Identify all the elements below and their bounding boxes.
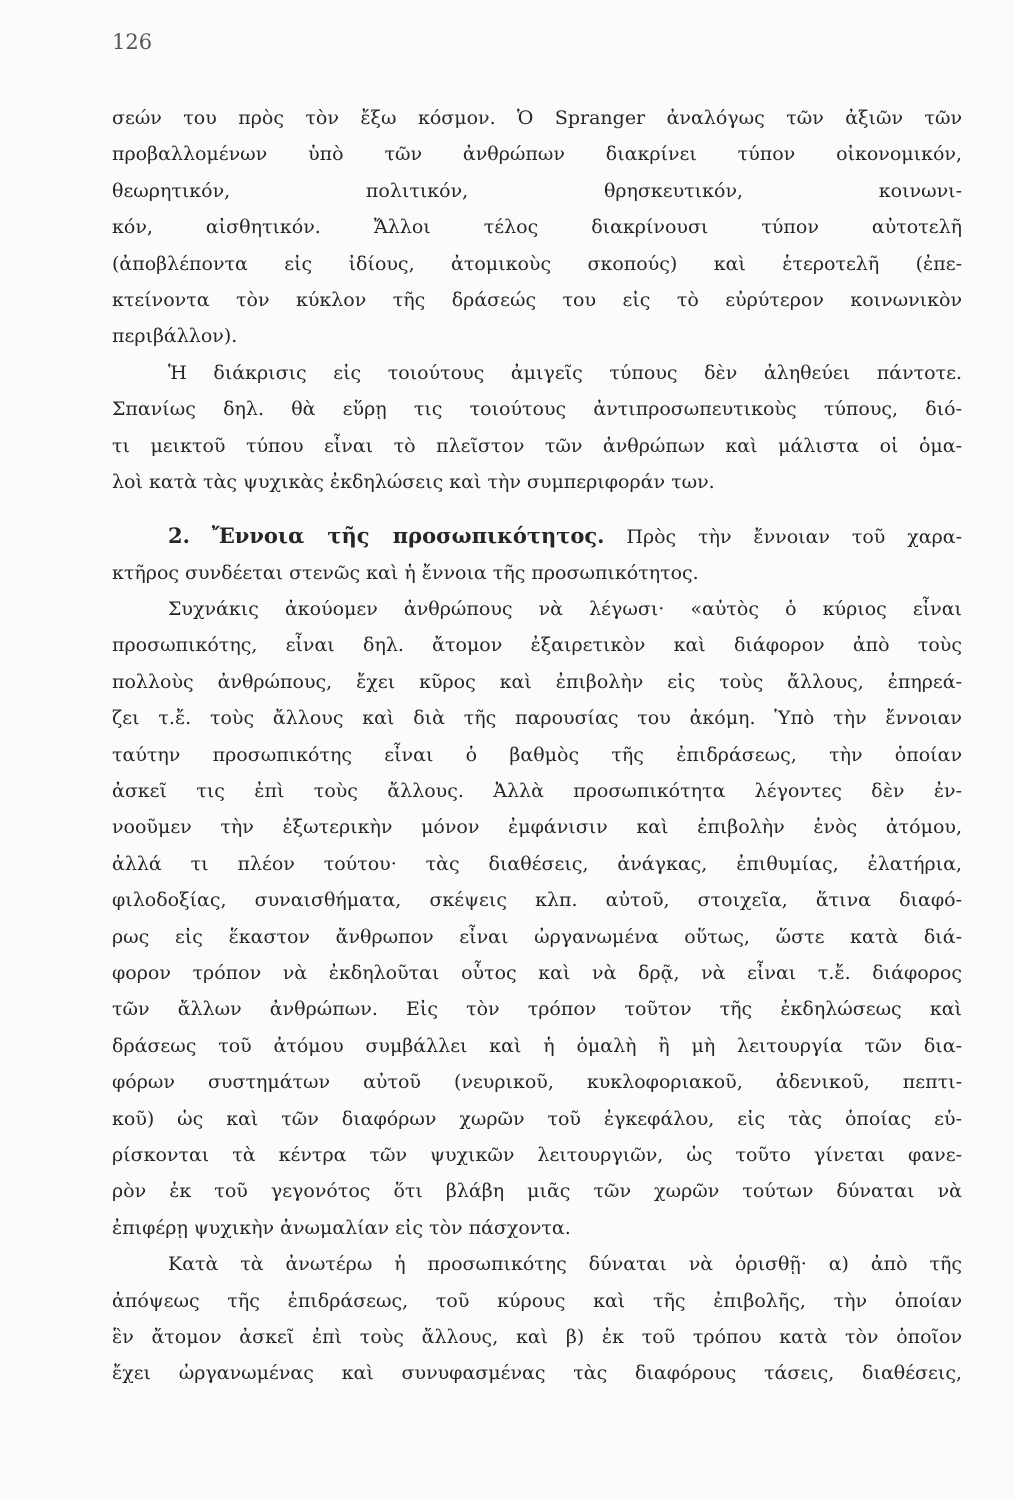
- text-line: φόρων συστημάτων αὐτοῦ (νευρικοῦ, κυκλοφοριακοῦ, ἀδενικοῦ, πεπτι-: [112, 1071, 962, 1094]
- text-line: ἀπόψεως τῆς ἐπιδράσεως, τοῦ κύρους καὶ τῆς ἐπιβολῆς, τὴν ὁποίαν: [112, 1289, 962, 1312]
- text-line: φορον τρόπον νὰ ἐκδηλοῦται οὗτος καὶ νὰ δρᾷ, νὰ εἶναι τ.ἔ. διάφορος: [112, 961, 962, 984]
- text-line: Σπανίως δηλ. θὰ εὕρῃ τις τοιούτους ἀντιπροσωπευτικοὺς τύπους, διό-: [112, 398, 962, 421]
- text-line: τῶν ἄλλων ἀνθρώπων. Εἰς τὸν τρόπον τοῦτον τῆς ἐκδηλώσεως καὶ: [112, 998, 962, 1021]
- text-line: Συχνάκις ἀκούομεν ἀνθρώπους νὰ λέγωσι· «αὐτὸς ὁ κύριος εἶναι: [168, 598, 962, 621]
- section-heading-rest: Πρὸς τὴν ἔννοιαν τοῦ χαρα-: [626, 526, 962, 549]
- text-line: πολλοὺς ἀνθρώπους, ἔχει κῦρος καὶ ἐπιβολὴν εἰς τοὺς ἄλλους, ἐπηρεά-: [112, 670, 962, 693]
- text-line: (ἀποβλέποντα εἰς ἰδίους, ἀτομικοὺς σκοπούς) καὶ ἑτεροτελῆ (ἐπε-: [112, 252, 962, 275]
- text-line: κτείνοντα τὸν κύκλον τῆς δράσεώς του εἰς τὸ εὐρύτερον κοινωνικὸν: [112, 288, 962, 311]
- text-line: δράσεως τοῦ ἀτόμου συμβάλλει καὶ ἡ ὁμαλὴ ἢ μὴ λειτουργία τῶν δια-: [112, 1034, 962, 1057]
- text-line: περιβάλλον).: [112, 325, 238, 348]
- section-heading-line: [112, 518, 962, 554]
- text-line: ρὸν ἐκ τοῦ γεγονότος ὅτι βλάβη μιᾶς τῶν χωρῶν τούτων δύναται νὰ: [112, 1180, 962, 1203]
- text-line: κτῆρος συνδέεται στενῶς καὶ ἡ ἔννοια τῆς προσωπικότητος.: [112, 561, 699, 584]
- text-line: ἓν ἄτομον ἀσκεῖ ἐπὶ τοὺς ἄλλους, καὶ β) ἐκ τοῦ τρόπου κατὰ τὸν ὁποῖον: [112, 1325, 962, 1348]
- text-line: ρίσκονται τὰ κέντρα τῶν ψυχικῶν λειτουργιῶν, ὡς τοῦτο γίνεται φανε-: [112, 1143, 962, 1166]
- text-line: ζει τ.ἔ. τοὺς ἄλλους καὶ διὰ τῆς παρουσίας του ἀκόμη. Ὑπὸ τὴν ἔννοιαν: [112, 707, 962, 730]
- text-line: νοοῦμεν τὴν ἐξωτερικὴν μόνον ἐμφάνισιν καὶ ἐπιβολὴν ἑνὸς ἀτόμου,: [112, 816, 962, 839]
- text-line: σεών του πρὸς τὸν ἔξω κόσμον. Ὁ Spranger ἀναλόγως τῶν ἀξιῶν τῶν: [112, 107, 962, 129]
- section-number: 2.: [168, 523, 190, 549]
- text-line: ἀσκεῖ τις ἐπὶ τοὺς ἄλλους. Ἀλλὰ προσωπικότητα λέγοντες δὲν ἐν-: [112, 780, 962, 803]
- text-line: φιλοδοξίας, συναισθήματα, σκέψεις κλπ. αὐτοῦ, στοιχεῖα, ἅτινα διαφό-: [112, 889, 962, 912]
- text-line: ταύτην προσωπικότης εἶναι ὁ βαθμὸς τῆς ἐπιδράσεως, τὴν ὁποίαν: [112, 743, 962, 766]
- text-line: ἐπιφέρῃ ψυχικὴν ἀνωμαλίαν εἰς τὸν πάσχοντα.: [112, 1216, 571, 1239]
- text-line: τι μεικτοῦ τύπου εἶναι τὸ πλεῖστον τῶν ἀνθρώπων καὶ μάλιστα οἱ ὁμα-: [112, 434, 962, 457]
- page-text: [112, 100, 962, 1392]
- page-number: 126: [112, 30, 153, 54]
- text-line: ρως εἰς ἕκαστον ἄνθρωπον εἶναι ὠργανωμένα οὕτως, ὥστε κατὰ διά-: [112, 925, 962, 948]
- section-title: Ἔννοια τῆς προσωπικότητος.: [211, 523, 605, 549]
- text-line: λοὶ κατὰ τὰς ψυχικὰς ἐκδηλώσεις καὶ τὴν συμπεριφοράν των.: [112, 470, 715, 493]
- text-line: Κατὰ τὰ ἀνωτέρω ἡ προσωπικότης δύναται νὰ ὁρισθῇ· α) ἀπὸ τῆς: [168, 1253, 962, 1276]
- text-line: θεωρητικόν, πολιτικόν, θρησκευτικόν, κοινωνι-: [112, 179, 962, 202]
- text-line: κόν, αἰσθητικόν. Ἄλλοι τέλος διακρίνουσι τύπον αὐτοτελῆ: [112, 216, 962, 239]
- text-line: Ἡ διάκρισις εἰς τοιούτους ἀμιγεῖς τύπους δὲν ἀληθεύει πάντοτε.: [168, 361, 962, 384]
- text-line: προβαλλομένων ὑπὸ τῶν ἀνθρώπων διακρίνει τύπον οἰκονομικόν,: [112, 143, 962, 166]
- text-line: προσωπικότης, εἶναι δηλ. ἄτομον ἐξαιρετικὸν καὶ διάφορον ἀπὸ τοὺς: [112, 634, 962, 657]
- text-line: ἔχει ὠργανωμένας καὶ συνυφασμένας τὰς διαφόρους τάσεις, διαθέσεις,: [112, 1362, 962, 1385]
- text-line: ἀλλά τι πλέον τούτου· τὰς διαθέσεις, ἀνάγκας, ἐπιθυμίας, ἐλατήρια,: [112, 852, 962, 875]
- text-line: κοῦ) ὡς καὶ τῶν διαφόρων χωρῶν τοῦ ἐγκεφάλου, εἰς τὰς ὁποίας εὑ-: [112, 1107, 962, 1130]
